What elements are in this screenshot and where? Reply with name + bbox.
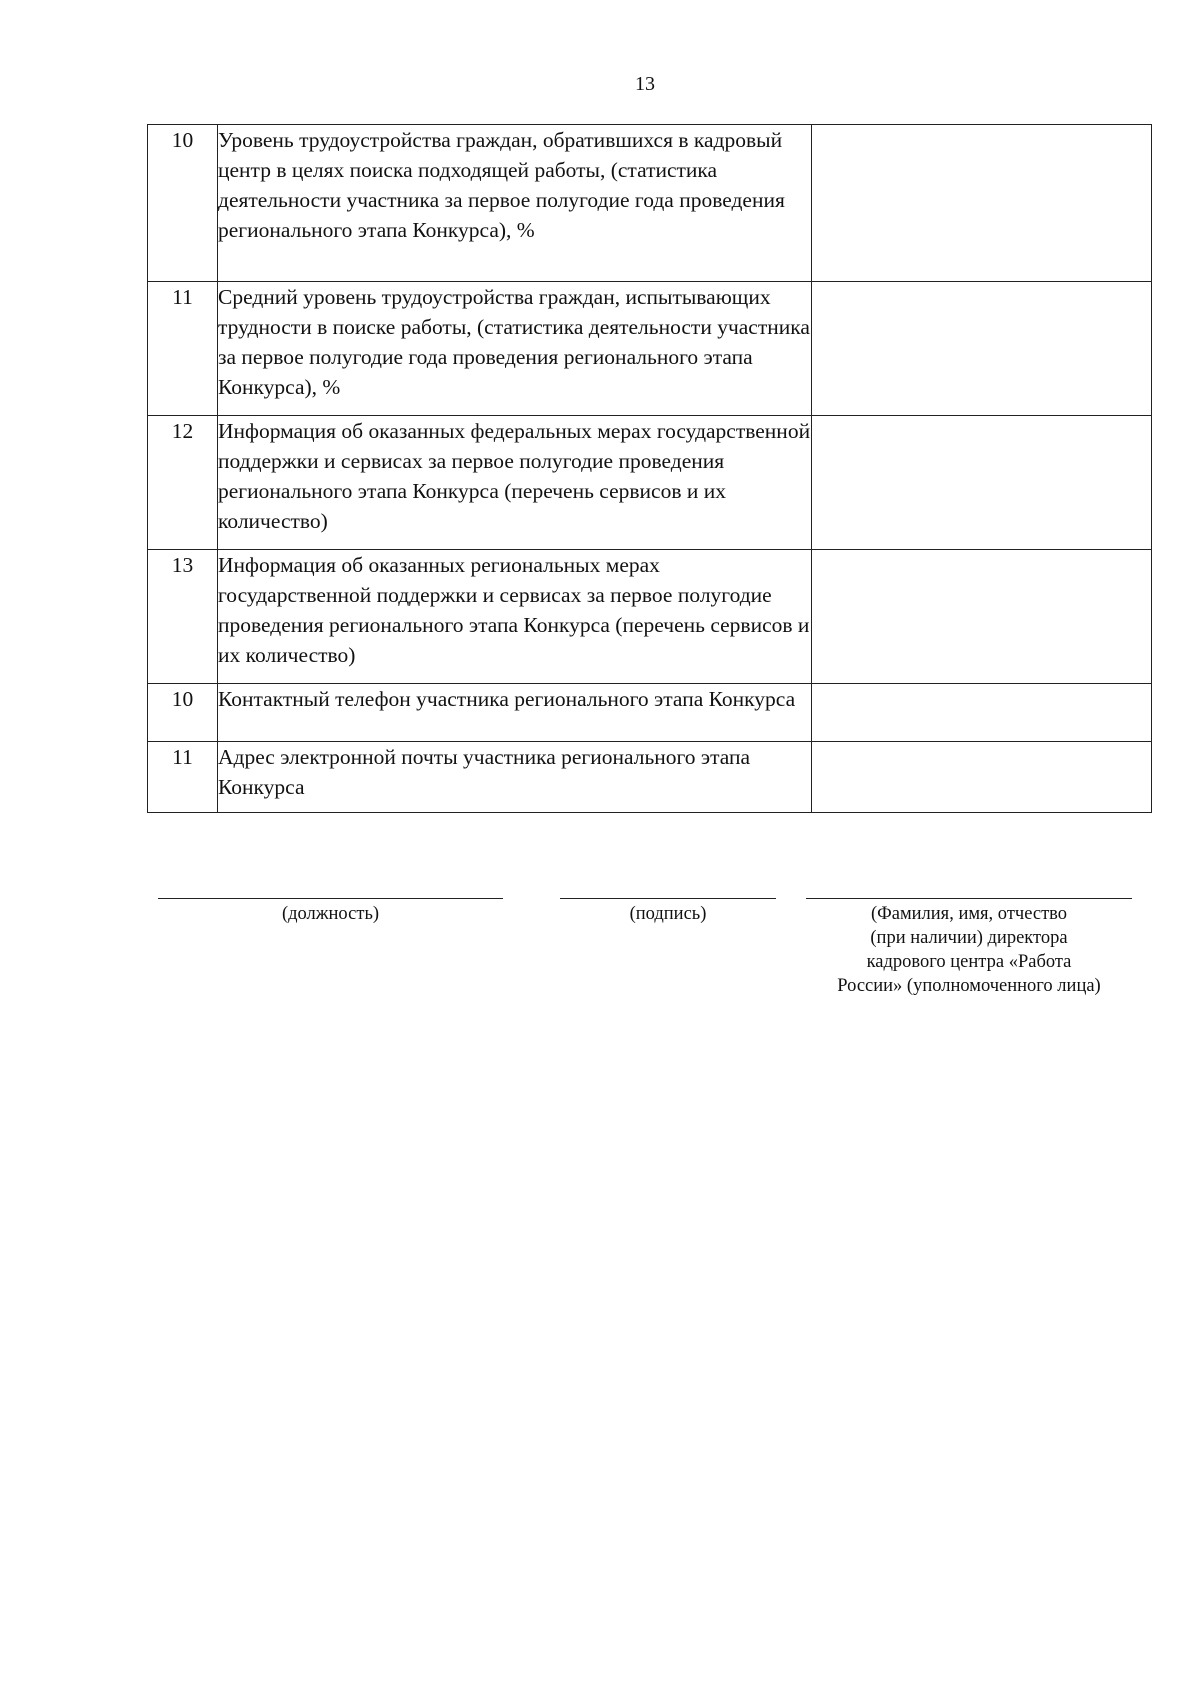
table-row: [148, 742, 1152, 813]
position-line[interactable]: [158, 898, 503, 899]
row-value-field[interactable]: [812, 550, 1152, 684]
row-value-field[interactable]: [812, 684, 1152, 742]
name-signature-block: [806, 898, 1132, 998]
name-line[interactable]: [806, 898, 1132, 899]
signature-block: [560, 898, 776, 926]
signature-line[interactable]: [560, 898, 776, 899]
table-row: [148, 684, 1152, 742]
position-caption: (должность): [281, 904, 380, 924]
form-table: [147, 124, 1152, 813]
row-label: Уровень трудоустройства граждан, обратившихся в кадровый центр в целях поиска подходящей работы, (статистика деятельности участника за первое полугодие года проведения регионального этапа Конкурса), %: [218, 125, 812, 282]
row-value-field[interactable]: [812, 416, 1152, 550]
table-row: [148, 282, 1152, 416]
table-row: [148, 125, 1152, 282]
row-label: Контактный телефон участника регионального этапа Конкурса: [218, 684, 812, 742]
row-label: Адрес электронной почты участника регионального этапа Конкурса: [218, 742, 812, 813]
row-number: 11: [148, 742, 218, 813]
row-label: Средний уровень трудоустройства граждан, испытывающих трудности в поиске работы, (статистика деятельности участника за первое полугодие года проведения регионального этапа Конкурса), %: [218, 282, 812, 416]
name-caption-line: (Фамилия, имя, отчество: [870, 904, 1068, 924]
row-label: Информация об оказанных региональных мерах государственной поддержки и сервисах за первое полугодие проведения регионального этапа Конкурса (перечень сервисов и их количество): [218, 550, 812, 684]
row-value-field[interactable]: [812, 125, 1152, 282]
name-caption-line: России» (уполномоченного лица): [837, 976, 1101, 996]
table-row: [148, 550, 1152, 684]
row-value-field[interactable]: [812, 282, 1152, 416]
name-caption-line: кадрового центра «Работа: [866, 952, 1072, 972]
row-number: 12: [148, 416, 218, 550]
row-number: 11: [148, 282, 218, 416]
row-number: 10: [148, 684, 218, 742]
row-number: 13: [148, 550, 218, 684]
row-value-field[interactable]: [812, 742, 1152, 813]
signature-caption: (подпись): [629, 904, 707, 924]
position-signature-block: [158, 898, 503, 926]
row-number: 10: [148, 125, 218, 282]
row-label: Информация об оказанных федеральных мерах государственной поддержки и сервисах за первое полугодие проведения регионального этапа Конкурса (перечень сервисов и их количество): [218, 416, 812, 550]
table-row: [148, 416, 1152, 550]
name-caption-line: (при наличии) директора: [870, 928, 1068, 948]
page-number: 13: [635, 73, 655, 95]
